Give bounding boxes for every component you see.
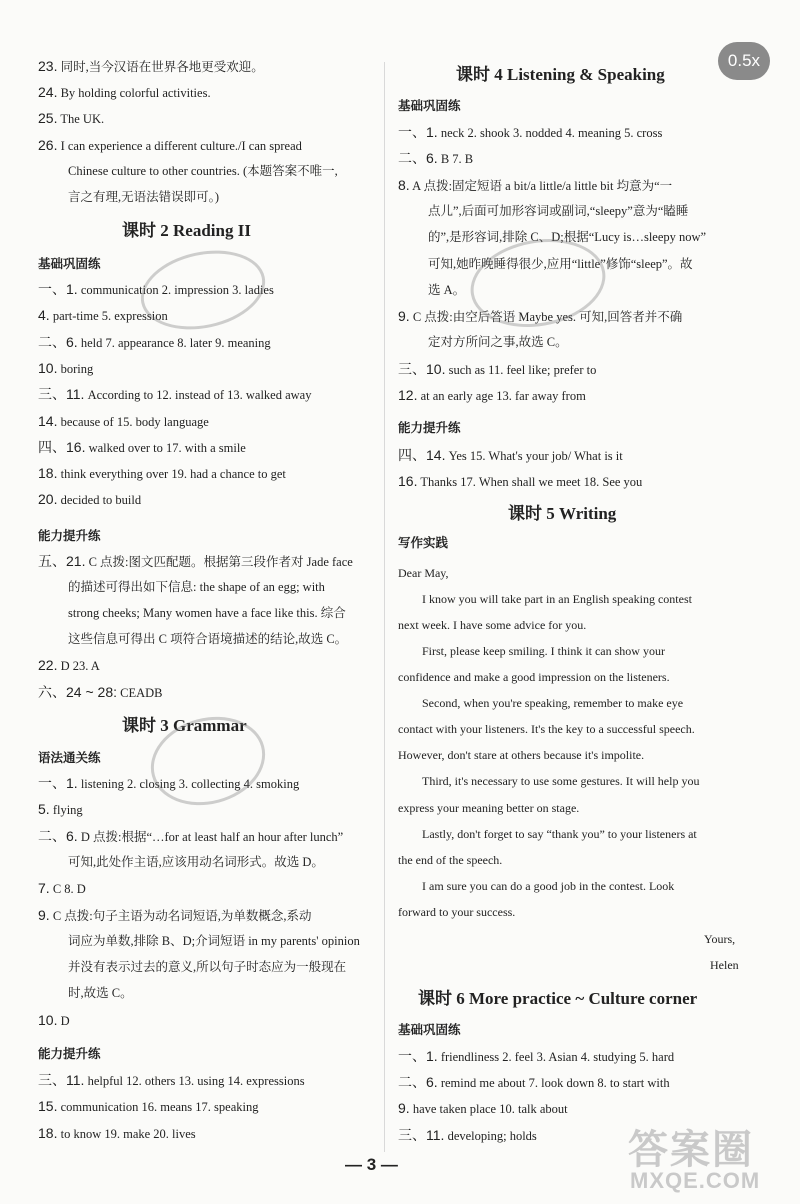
answer-line [38,553,353,570]
question-number: 9. [38,907,50,923]
answer-line [68,605,346,621]
question-number: 20. [38,491,58,507]
question-number: 14. [38,413,58,429]
answer-line [38,1012,70,1029]
answer-text: decided to build [57,493,142,507]
answer-text: The UK. [57,112,105,126]
answer-line [398,473,642,490]
letter-line: express your meaning better on stage. [398,801,580,815]
lesson-heading: 课时 4 Listening & Speaking [456,65,665,84]
section-label: 能力提升练 [38,1046,101,1061]
letter-line: Dear May, [398,566,449,580]
letter-line: Second, when you're speaking, remember to make eye [422,696,684,710]
answer-text: strong cheeks; Many women have a face like this. 综合 [68,606,346,620]
answer-text: developing; holds [444,1129,537,1143]
playback-speed-button[interactable]: 0.5x [718,42,770,80]
question-number: 二、6. [38,334,78,350]
answer-text: C 8. D [49,882,86,896]
watermark-logo: 答案圈 [628,1127,754,1173]
answer-line [38,110,104,127]
answer-text: D 23. A [57,659,100,673]
answer-text: According to 12. instead of 13. walked away [84,388,312,402]
answer-text: helpful 12. others 13. using 14. expressions [84,1074,305,1088]
answer-line [38,684,163,701]
answer-text: CEADB [117,686,163,700]
question-number: 18. [38,465,58,481]
answer-text: C 点拨:句子主语为动名词短语,为单数概念,系动 [49,909,312,923]
watermark-url: MXQE.COM [630,1168,761,1193]
question-number: 5. [38,801,50,817]
section-label: 基础巩固练 [38,256,101,271]
letter-line: contact with your listeners. It's the key to a successful speech. [398,722,695,736]
question-number: 10. [38,360,58,376]
answer-line [68,959,346,975]
answer-text: communication 2. impression 3. ladies [77,283,274,297]
answer-line [38,439,246,456]
question-number: 一、1. [398,1048,438,1064]
answer-text: have taken place 10. talk about [409,1102,568,1116]
section-label: 语法通关练 [38,750,101,765]
answer-line [38,828,343,845]
answer-text: 这些信息可得出 C 项符合语境描述的结论,故选 C。 [68,632,348,646]
answer-text: friendliness 2. feel 3. Asian 4. studying 5. hard [437,1050,675,1064]
question-number: 二、6. [398,150,438,166]
question-number: 8. [398,177,410,193]
question-number: 六、24 ~ 28: [38,684,117,700]
question-number: 16. [398,473,418,489]
question-number: 三、11. [398,1127,445,1143]
question-number: 三、10. [398,361,446,377]
lesson-heading: 课时 2 Reading II [122,221,251,240]
answer-line [38,84,211,101]
answer-line [68,631,347,647]
section-label: 基础巩固练 [398,98,461,113]
answer-text: 并没有表示过去的意义,所以句子时态应为一般现在 [68,960,347,974]
answer-text: 可知,她昨晚睡得很少,应用“little”修饰“sleep”。故 [428,257,693,271]
answer-line [38,334,271,351]
answer-line [398,150,473,167]
answer-line [38,907,312,924]
answer-line [38,657,100,674]
answer-text: think everything over 19. had a chance to get [57,467,286,481]
letter-line: I am sure you can do a good job in the contest. Look [422,879,675,893]
letter-line: First, please keep smiling. I think it can show your [422,644,665,658]
stamp-left-top [133,240,272,341]
question-number: 二、6. [38,828,78,844]
answer-text: I can experience a different culture./I can spread [57,139,302,153]
answer-text: walked over to 17. with a smile [85,441,246,455]
question-number: 25. [38,110,58,126]
answer-line [38,1072,305,1089]
question-number: 18. [38,1125,58,1141]
answer-text: Thanks 17. When shall we meet 18. See you [417,475,643,489]
answer-line [68,163,338,179]
answer-text: A 点拨:固定短语 a bit/a little/a little bit 均意为“一 [409,179,673,193]
answer-text: to know 19. make 20. lives [57,1127,196,1141]
answer-text: part-time 5. expression [49,309,168,323]
question-number: 一、1. [38,775,78,791]
answer-text: held 7. appearance 8. later 9. meaning [77,336,271,350]
answer-text: C 点拨:图文匹配题。根据第三段作者对 Jade face [85,555,353,569]
answer-line [68,933,360,949]
question-number: 一、1. [398,124,438,140]
answer-line [38,1125,196,1142]
answer-line [38,58,264,75]
answer-line [38,137,302,154]
question-number: 26. [38,137,58,153]
question-number: 三、11. [38,386,85,402]
lesson-heading: 课时 5 Writing [508,504,617,523]
letter-line: confidence and make a good impression on the listeners. [398,670,670,684]
answer-line [38,360,93,377]
question-number: 15. [38,1098,58,1114]
letter-line: Yours, [704,932,736,946]
question-number: 7. [38,880,50,896]
answer-line [428,203,688,219]
answer-line [428,282,465,298]
answer-text: 点儿”,后面可加形容词或副词,“sleepy”意为“瞌睡 [428,204,689,218]
answer-line [398,361,596,378]
question-number: 9. [398,308,410,324]
question-number: 23. [38,58,58,74]
section-label: 能力提升练 [398,420,461,435]
answer-line [398,1074,670,1091]
lesson-heading: 课时 3 Grammar [122,716,247,735]
answer-text: Chinese culture to other countries. (本题答案不唯一, [68,164,338,178]
question-number: 一、1. [38,281,78,297]
question-number: 24. [38,84,58,100]
question-number: 4. [38,307,50,323]
question-number: 三、11. [38,1072,85,1088]
question-number: 四、14. [398,447,446,463]
letter-line: Lastly, don't forget to say “thank you” to your listeners at [422,827,697,841]
answer-line [398,387,586,404]
question-number: 12. [398,387,418,403]
answer-text: neck 2. shook 3. nodded 4. meaning 5. cross [437,126,663,140]
answer-text: 时,故选 C。 [68,986,133,1000]
answer-text: flying [49,803,83,817]
answer-line [398,124,662,141]
answer-line [38,413,209,430]
answer-text: D [57,1014,70,1028]
answer-text: 的”,是形容词,排除 C、D;根据“Lucy is…sleepy now” [428,230,707,244]
letter-line: Third, it's necessary to use some gestures. It will help you [422,774,700,788]
section-label: 基础巩固练 [398,1022,461,1037]
question-number: 10. [38,1012,58,1028]
answer-text: remind me about 7. look down 8. to start with [437,1076,670,1090]
section-label: 能力提升练 [38,528,101,543]
answer-text: such as 11. feel like; prefer to [445,363,597,377]
answer-line [38,801,83,818]
answer-text: D 点拨:根据“…for at least half an hour after lunch” [77,830,344,844]
answer-line [38,1098,258,1115]
answer-line [68,985,133,1001]
answer-line [398,447,623,464]
letter-line: forward to your success. [398,905,516,919]
lesson-heading: 课时 6 More practice ~ Culture corner [418,989,698,1008]
answer-line [428,334,568,350]
question-number: 9. [398,1100,410,1116]
answer-line [398,177,672,194]
section-label: 写作实践 [398,535,449,550]
answer-text: 可知,此处作主语,应该用动名词形式。故选 D。 [68,855,324,869]
question-number: 22. [38,657,58,673]
answer-text: C 点拨:由空后答语 Maybe yes. 可知,回答者并不确 [409,310,683,324]
letter-line: next week. I have some advice for you. [398,618,587,632]
answer-text: because of 15. body language [57,415,209,429]
answer-line [38,386,311,403]
answer-text: Yes 15. What's your job/ What is it [445,449,623,463]
answer-text: B 7. B [437,152,474,166]
answer-text: By holding colorful activities. [57,86,211,100]
answer-text: 的描述可得出如下信息: the shape of an egg; with [68,580,325,594]
question-number: 五、21. [38,553,86,569]
answer-text: 言之有理,无语法错误即可。) [68,190,220,204]
answer-line [398,1127,537,1144]
answer-line [38,491,141,508]
question-number: 四、16. [38,439,86,455]
answer-line [398,1048,674,1065]
answer-line [398,1100,568,1117]
question-number: 二、6. [398,1074,438,1090]
answer-line [38,880,86,897]
letter-line: However, don't stare at others because it's impolite. [398,748,645,762]
answer-line [68,189,219,205]
answer-text: 定对方所问之事,故选 C。 [428,335,568,349]
column-divider [384,62,385,1152]
answer-line [68,579,325,595]
answer-line [68,854,324,870]
answer-text: 同时,当今汉语在世界各地更受欢迎。 [57,60,264,74]
answer-text: listening 2. closing 3. collecting 4. smoking [77,777,300,791]
answer-text: 词应为单数,排除 B、D;介词短语 in my parents' opinion [68,934,360,948]
answer-line [38,465,286,482]
letter-line: Helen [710,958,739,972]
letter-line: the end of the speech. [398,853,503,867]
letter-line: I know you will take part in an English speaking contest [422,592,692,606]
answer-text: 选 A。 [428,283,466,297]
answer-text: boring [57,362,94,376]
answer-text: at an early age 13. far away from [417,389,586,403]
answer-text: communication 16. means 17. speaking [57,1100,259,1114]
page-number: — 3 — [345,1155,398,1174]
